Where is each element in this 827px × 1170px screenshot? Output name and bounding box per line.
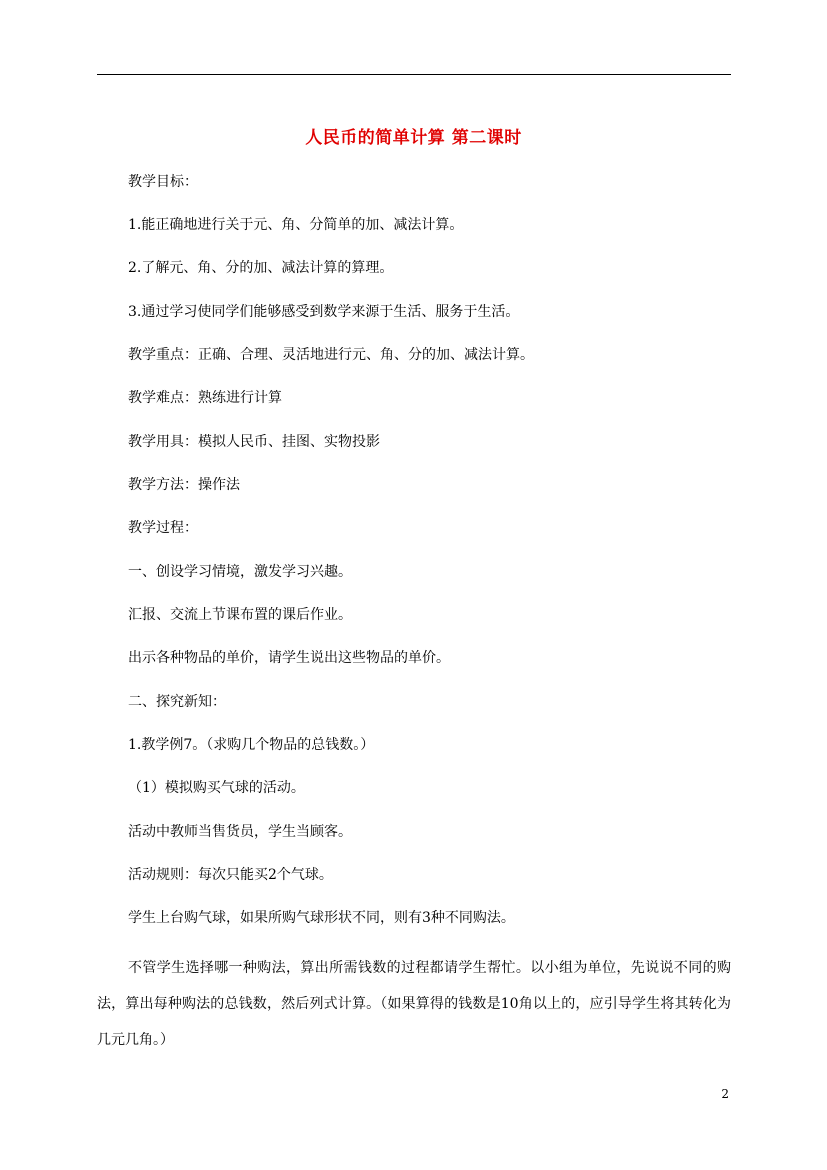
activity-rules: 活动规则：每次只能买2个气球。 — [128, 867, 333, 883]
process-step-1-line-2: 出示各种物品的单价，请学生说出这些物品的单价。 — [128, 650, 450, 666]
activity-purchase: 学生上台购气球，如果所购气球形状不同，则有3种不同购法。 — [128, 910, 515, 926]
activity-roles: 活动中教师当售货员，学生当顾客。 — [128, 824, 352, 840]
document-title: 人民币的简单计算 第二课时 — [305, 128, 522, 148]
process-step-1-heading: 一、创设学习情境，激发学习兴趣。 — [128, 564, 352, 580]
activity-heading: （1）模拟购买气球的活动。 — [128, 780, 305, 796]
objective-item-1: 1.能正确地进行关于元、角、分简单的加、减法计算。 — [128, 217, 464, 233]
objective-item-2: 2.了解元、角、分的加、减法计算的算理。 — [128, 260, 394, 276]
teaching-difficulty: 教学难点：熟练进行计算 — [128, 390, 282, 406]
page-number: 2 — [721, 1087, 729, 1101]
section-heading-objectives: 教学目标： — [128, 174, 198, 190]
section-heading-process: 教学过程： — [128, 520, 198, 536]
teaching-tools: 教学用具：模拟人民币、挂图、实物投影 — [128, 434, 380, 450]
objective-item-3: 3.通过学习使同学们能够感受到数学来源于生活、服务于生活。 — [128, 304, 520, 320]
header-rule — [97, 74, 731, 75]
body-paragraph: 不管学生选择哪一种购法，算出所需钱数的过程都请学生帮忙。以小组为单位，先说说不同的购法，算出每种购法的总钱数，然后列式计算。（如果算得的钱数是10角以上的，应引导学生将其转化为几元几角。） — [97, 960, 731, 1048]
process-step-2-heading: 二、探究新知： — [128, 694, 226, 710]
teaching-method: 教学方法：操作法 — [128, 477, 240, 493]
example-heading: 1.教学例7。（求购几个物品的总钱数。） — [128, 737, 375, 753]
teaching-focus: 教学重点：正确、合理、灵活地进行元、角、分的加、减法计算。 — [128, 347, 534, 363]
process-step-1-line-1: 汇报、交流上节课布置的课后作业。 — [128, 607, 352, 623]
